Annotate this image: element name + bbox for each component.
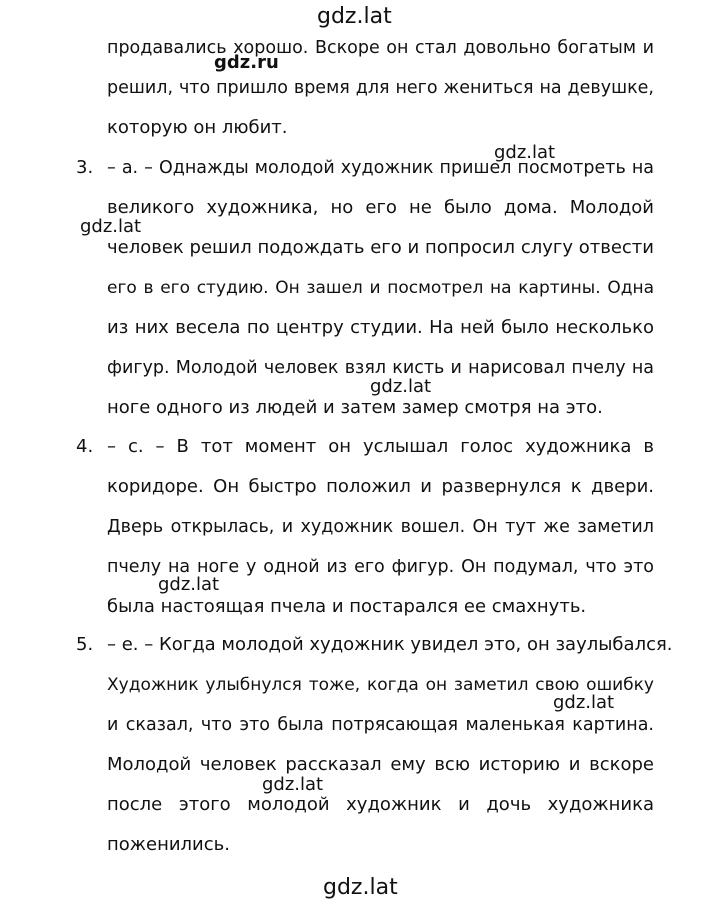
text-line: – e. – Когда молодой художник увидел это, он заулыбался. [107,634,673,655]
text-line: коридоре. Он быстро положил и развернулся к двери. [107,476,654,497]
text-line: из них весела по центру студии. На ней было несколько [107,317,654,338]
watermark-6: gdz.lat [262,774,324,795]
watermark-4: gdz.lat [158,574,220,595]
text-line: поженились. [107,834,230,855]
text-line: которую он любит. [107,117,288,138]
watermark-2: gdz.lat [80,216,142,237]
text-line: решил, что пришло время для него жениться на девушке, [107,78,654,98]
watermark-3: gdz.lat [370,376,432,397]
text-line: и сказал, что это была потрясающая маленькая картина. [107,715,654,735]
watermark-top: gdz.lat [317,4,392,29]
text-line: человек решил подождать его и попросил слугу отвести [107,237,654,258]
text-line: фигур. Молодой человек взял кисть и нарисовал пчелу на [107,358,654,378]
text-line: великого художника, но его не было дома. Молодой [107,197,654,218]
text-line: его в его студию. Он зашел и посмотрел на картины. Одна [107,278,654,298]
text-line: – c. – В тот момент он услышал голос художника в [107,436,654,457]
text-line: – a. – Однажды молодой художник пришел посмотреть на [107,158,654,178]
item-number: 4. [76,436,94,457]
text-line: Художник улыбнулся тоже, когда он заметил свою ошибку [107,675,654,695]
text-line: была настоящая пчела и постарался ее смахнуть. [107,596,587,617]
text-line: ноге одного из людей и затем замер смотря на это. [107,397,603,418]
text-line: пчелу на ноге у одной из его фигур. Он подумал, что это [107,557,654,577]
watermark-5: gdz.lat [553,692,615,713]
watermark-bottom: gdz.lat [323,875,398,900]
text-line: продавались хорошо. Вскоре он стал довольно богатым и [107,38,654,58]
text-line: Молодой человек рассказал ему всю историю и вскоре [107,754,654,775]
item-number: 5. [76,634,94,655]
text-line: после этого молодой художник и дочь художника [107,794,654,815]
text-line: Дверь открылась, и художник вошел. Он тут же заметил [107,517,654,537]
watermark-gdz-ru: gdz.ru [214,52,279,73]
item-number: 3. [76,157,94,178]
watermark-1: gdz.lat [494,142,556,163]
